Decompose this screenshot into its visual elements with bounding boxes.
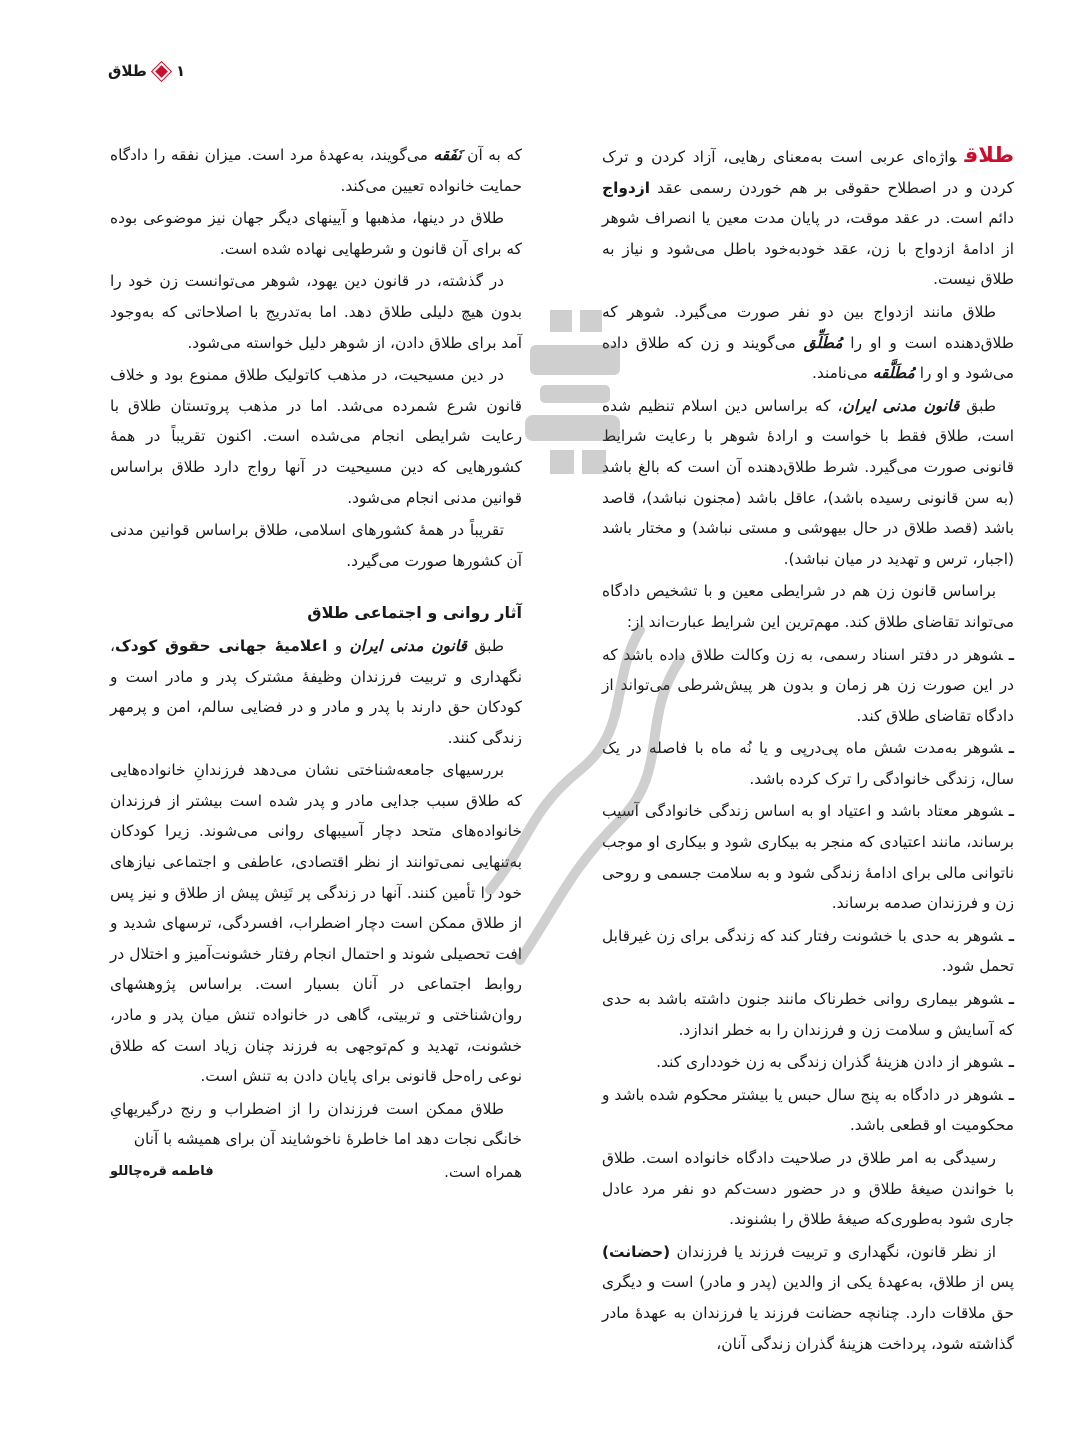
paragraph: از نظر قانون، نگهداری و تربیت فرزند یا فرزندان (حضانت) پس از طلاق، به‌عهدهٔ یکی از والدین (پدر و مادر) است و دیگری حق ملاقات دارد. چنانچه حضانت فرزند یا فرزندان به عهدهٔ مادر گذاشته شود، پرداخت هزینهٔ گذران زندگی آنان، bbox=[602, 1242, 1014, 1353]
list-item: ـشوهر به‌مدت شش ماه پی‌درپی و یا نُه ماه با فاصله در یک سال، زندگی خانوادگی را ترک کرده باشد. bbox=[602, 739, 1014, 788]
list-item: ـشوهر در دادگاه به پنج سال حبس یا بیشتر محکوم شده باشد و محکومیت او قطعی باشد. bbox=[602, 1085, 1014, 1135]
list-item: ـشوهر بیماری روانی خطرناک مانند جنون داشته باشد به حدی که آسایش و سلامت زن و فرزندان را به خطر اندازد. bbox=[602, 990, 1014, 1039]
list-item: ـشوهر معتاد باشد و اعتیاد او به اساس زندگی خانوادگی آسیب برساند، مانند اعتیادی که منجر به بیکاری شود و بیکاری او موجب ناتوانی مالی برای ادامهٔ زندگی شود و به سلامت جسمی و روحی زن و فرزندان صدمه برساند. bbox=[602, 802, 1014, 913]
list-item: ـشوهر به حدی با خشونت رفتار کند که زندگی برای زن غیرقابل تحمل شود. bbox=[602, 926, 1014, 976]
author-name: فاطمه قره‌چاللو bbox=[110, 1164, 214, 1179]
paragraph: بررسیهای جامعه‌شناختی نشان می‌دهد فرزندانِ خانواده‌هایی که طلاق سبب جدایی مادر و پدر شده است بیشتر از فرزندان خانواده‌های متحد دچار آسیبهای روانی می‌شوند. زیرا کودکان به‌تنهایی نمی‌توانند از نظر اقتصادی، عاطفی و اجتماعی نیازهای خود را تأمین کنند. آنها در زندگی پر تَنِش پیش از طلاق و نیز پس از طلاق ممکن است دچار اضطراب، افسردگی، ترسهای شدید و افت تحصیلی شوند و احتمال انجام رفتار خشونت‌آمیز و اختلال در روابط اجتماعی در آنان بسیار است. براساس پژوهشهای روان‌شناختی و تربیتی، گاهی در خانواده تنش میان پدر و مادر، خشونت، تهدید و کم‌توجهی به فرزند چنان زیاد است که طلاق نوعی راه‌حل قانونی برای پایان دادن به تنش است. bbox=[110, 761, 522, 1086]
paragraph: که به آن نَفَقه می‌گویند، به‌عهدهٔ مرد است. میزان نفقه را دادگاه حمایت خانواده تعیین می‌کند. bbox=[110, 146, 522, 195]
author-line bbox=[110, 1157, 522, 1188]
dash-bullet-icon: ـ bbox=[1008, 1053, 1014, 1072]
page-number: ۱ bbox=[175, 62, 186, 80]
diamond-icon bbox=[152, 62, 170, 80]
dash-bullet-icon: ـ bbox=[1008, 645, 1014, 664]
entry-title: طلاق bbox=[964, 143, 1014, 167]
paragraph: طبق قانون مدنی ایران، که براساس دین اسلام تنظیم شده است، طلاق فقط با خواست و ارادهٔ شوهر با رعایت شرایط قانونی صورت می‌گیرد. شرط طلاق‌دهنده آن است که بالغ باشد (به سن قانونی رسیده باشد)، عاقل باشد (مجنون نباشد)، قاصد باشد (قصد طلاق در حال بیهوشی و مستی نباشد) و مختار باشد (اجبار، ترس و تهدید در میان نباشد). bbox=[602, 396, 1014, 568]
section-heading: آثار روانی و اجتماعی طلاق bbox=[307, 603, 522, 623]
header-section-title: طلاق bbox=[108, 62, 147, 80]
paragraph: رسیدگی به امر طلاق در صلاحیت دادگاه خانواده است. طلاق با خواندن صیغهٔ طلاق و در حضور دست‌کم دو نفر مرد عادل جاری شود به‌طوری‌که صیغهٔ طلاق را بشنوند. bbox=[602, 1149, 1014, 1229]
right-column bbox=[602, 140, 1014, 1361]
dash-bullet-icon: ـ bbox=[1008, 802, 1014, 821]
paragraph: طلاق ممکن است فرزندان را از اضطراب و رنج درگیریهایِ خانگی نجات دهد اما خاطرهٔ ناخوشایند آن برای همیشه با آنان bbox=[110, 1099, 522, 1149]
paragraph: طبق قانون مدنی ایران و اعلامیهٔ جهانی حقوق کودک، نگهداری و تربیت فرزندان وظیفهٔ مشترک پدر و مادر است و کودکان حق دارند با پدر و مادر و در فضایی سالم، امن و پرمهر زندگی کنند. bbox=[110, 636, 522, 747]
closing-text: همراه است. bbox=[444, 1163, 522, 1181]
paragraph: براساس قانون زن هم در شرایطی معین و با تشخیص دادگاه می‌تواند تقاضای طلاق کند. مهم‌ترین این شرایط عبارت‌اند از: bbox=[602, 582, 1014, 631]
dash-bullet-icon: ـ bbox=[1008, 990, 1014, 1009]
list-item: ـشوهر از دادن هزینهٔ گذران زندگی به زن خودداری کند. bbox=[656, 1053, 1014, 1072]
paragraph: طلاق مانند ازدواج بین دو نفر صورت می‌گیرد. شوهر که طلاق‌دهنده است و او را مُطَلِّق می‌گویند و زن که طلاق داده می‌شود و او را مُطَلَّقه می‌نامند. bbox=[602, 302, 1014, 383]
paragraph: طلاق در دینها، مذهبها و آیینهای دیگر جهان نیز موضوعی بوده که برای آن قانون و شرطهایی نهاده شده است. bbox=[110, 209, 522, 258]
dash-bullet-icon: ـ bbox=[1008, 1085, 1014, 1104]
dash-bullet-icon: ـ bbox=[1008, 926, 1014, 945]
list-item: ـشوهر در دفتر اسناد رسمی، به زن وکالت طلاق داده باشد که در این صورت زن هر زمان و بدون هر پیش‌شرطی می‌تواند از دادگاه تقاضای طلاق کند. bbox=[602, 645, 1014, 725]
entry-intro: طلاقواژه‌ای عربی است به‌معنای رهایی، آزاد کردن و ترک کردن و در اصطلاح حقوقی بر هم خوردن رسمی عقد ازدواج دائم است. در عقد موقت، در پایان مدت معین یا انصراف شوهر از ادامهٔ ازدواج با زن، عقد خودبه‌خود باطل می‌شود و نیاز به طلاق نیست. bbox=[602, 143, 1014, 289]
paragraph: در گذشته، در قانون دین یهود، شوهر می‌توانست زن خود را بدون هیچ دلیلی طلاق دهد. اما به‌تدریج با اصلاحاتی که به‌وجود آمد برای طلاق دادن، از شوهر دلیل خواسته می‌شود. bbox=[110, 272, 522, 352]
left-column bbox=[110, 140, 522, 1188]
paragraph: در دین مسیحیت، در مذهب کاتولیک طلاق ممنوع بود و خلاف قانون شرع شمرده می‌شد. اما در مذهب پروتستان طلاق با رعایت شرایطی انجام می‌شده است. اکنون تقریباً در همهٔ کشورهایی که دین مسیحیت در آنها رواج دارد طلاق براساس قوانین مدنی انجام می‌شود. bbox=[110, 366, 522, 507]
page-header bbox=[108, 62, 185, 80]
paragraph: تقریباً در همهٔ کشورهای اسلامی، طلاق براساس قوانین مدنی آن کشورها صورت می‌گیرد. bbox=[110, 521, 522, 570]
dash-bullet-icon: ـ bbox=[1008, 739, 1014, 758]
